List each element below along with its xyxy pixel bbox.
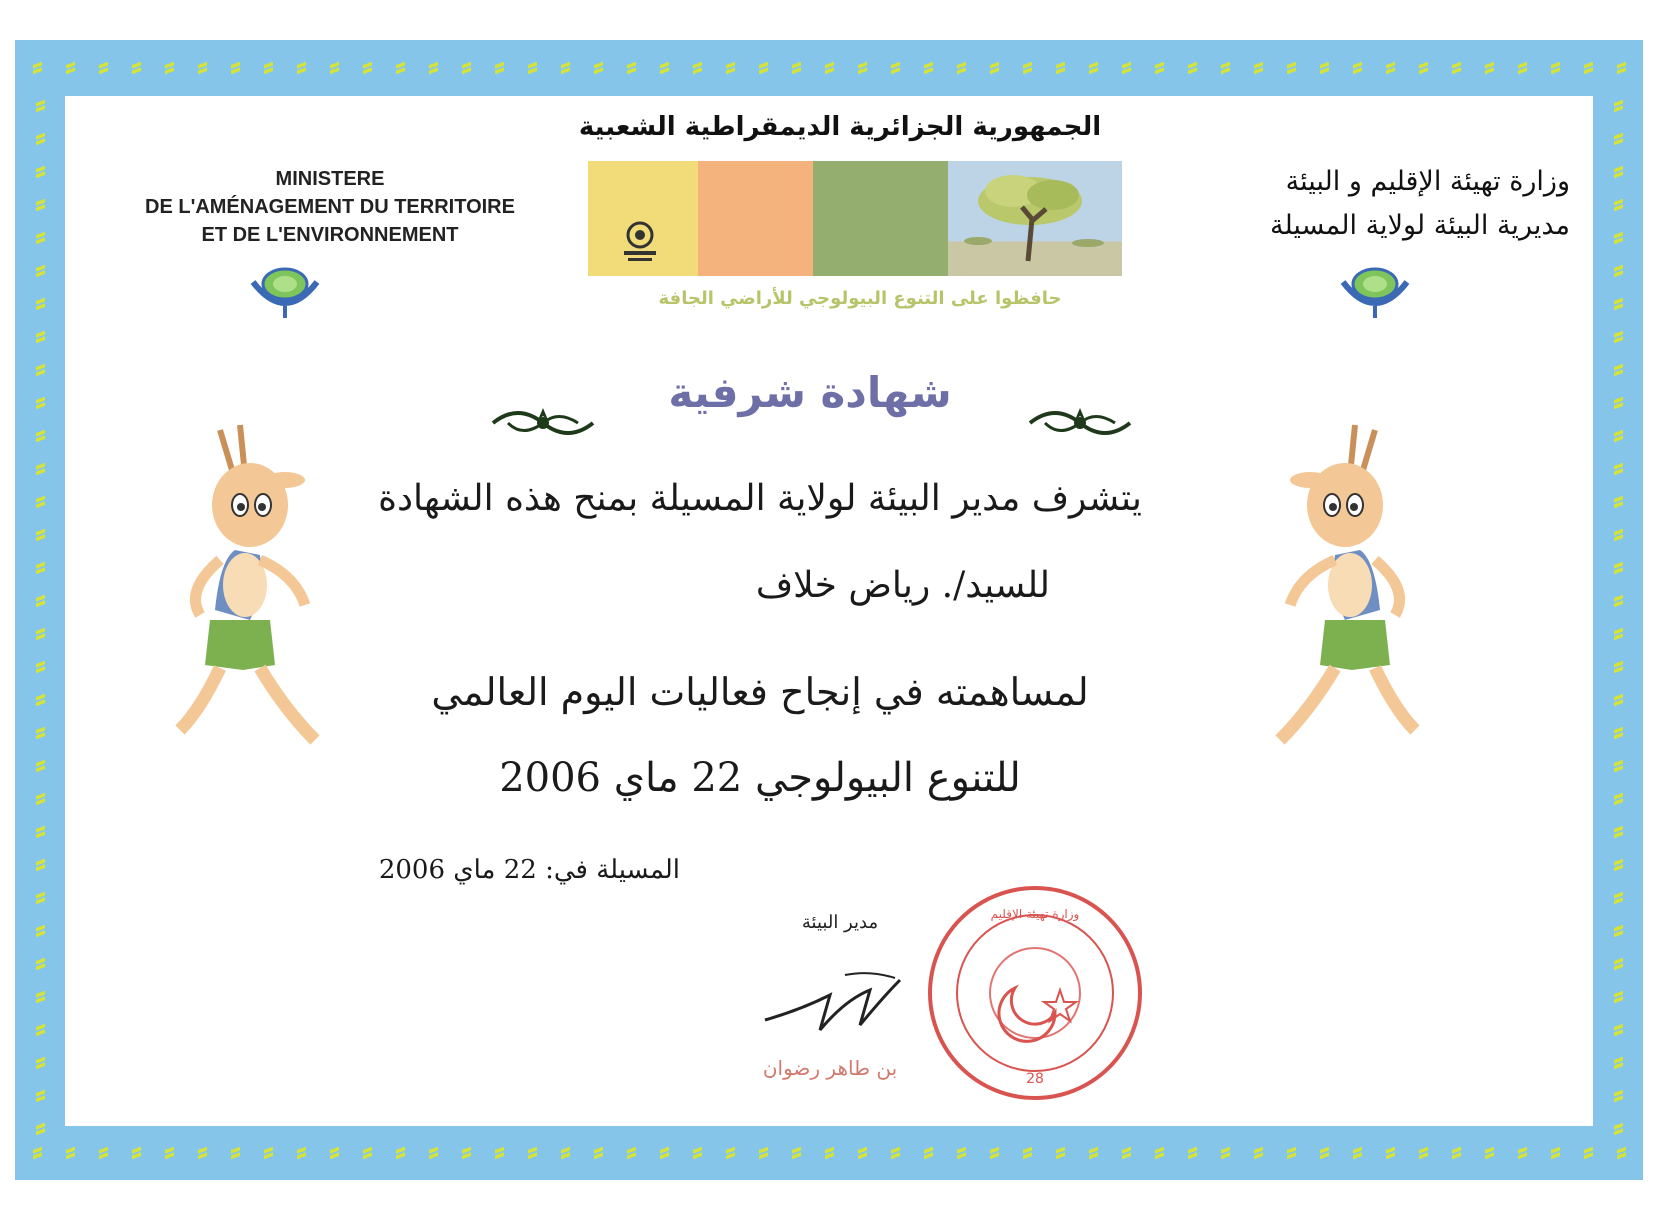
border-tile: [921, 57, 935, 79]
border-tile: [33, 656, 47, 678]
border-tile: [954, 1142, 968, 1164]
border-tile: [657, 1142, 671, 1164]
border-tile: [33, 722, 47, 744]
border-tile: [1482, 57, 1496, 79]
border-tile: [1611, 656, 1625, 678]
border-tile: [1251, 57, 1265, 79]
border-tile: [1317, 57, 1331, 79]
border-tile: [1611, 953, 1625, 975]
border-tile: [393, 1142, 407, 1164]
border-tile: [1611, 227, 1625, 249]
border-tile: [1611, 326, 1625, 348]
border-tile: [1416, 1142, 1430, 1164]
border-tile: [789, 1142, 803, 1164]
border-tile: [294, 1142, 308, 1164]
border-tile: [1581, 57, 1595, 79]
banner-tree-photo: [948, 161, 1122, 276]
border-tile: [129, 57, 143, 79]
border-tile: [1053, 1142, 1067, 1164]
border-tile: [33, 359, 47, 381]
border-tile: [1251, 1142, 1265, 1164]
border-tile: [129, 1142, 143, 1164]
border-tile: [954, 57, 968, 79]
border-tile: [1611, 821, 1625, 843]
border-tile: [33, 623, 47, 645]
certificate-line-1: يتشرف مدير البيئة لولاية المسيلة بمنح هذه الشهادة: [378, 478, 1142, 519]
border-tile: [1611, 986, 1625, 1008]
border-tile: [96, 57, 110, 79]
border-tile: [1515, 1142, 1529, 1164]
border-tile: [525, 57, 539, 79]
border-tile: [33, 161, 47, 183]
border-tile: [888, 57, 902, 79]
border-tile: [888, 1142, 902, 1164]
ministry-ar-line: وزارة تهيئة الإقليم و البيئة: [1285, 166, 1570, 197]
border-tile: [921, 1142, 935, 1164]
border-tile: [33, 326, 47, 348]
border-tile: [162, 1142, 176, 1164]
border-tile: [195, 57, 209, 79]
border-tile: [1611, 95, 1625, 117]
border-tile: [1611, 458, 1625, 480]
ministry-fr-line: MINISTERE: [275, 168, 385, 190]
border-tile: [33, 986, 47, 1008]
border-tile: [1611, 920, 1625, 942]
republic-heading: الجمهورية الجزائرية الديمقراطية الشعبية: [578, 112, 1102, 142]
border-tile: [822, 57, 836, 79]
border-tile: [33, 854, 47, 876]
ministry-french: [110, 165, 550, 249]
left-ornament: [488, 398, 598, 448]
ministry-fr-line: DE L'AMÉNAGEMENT DU TERRITOIRE: [145, 196, 515, 218]
svg-text:28: 28: [1026, 1071, 1044, 1087]
border-tile: [33, 227, 47, 249]
border-tile: [624, 1142, 638, 1164]
border-tile: [33, 425, 47, 447]
border-tile: [426, 1142, 440, 1164]
border-tile: [855, 1142, 869, 1164]
border-tile: [1218, 1142, 1232, 1164]
border-tile: [1611, 887, 1625, 909]
border-tile: [1350, 1142, 1364, 1164]
border-tile: [33, 590, 47, 612]
border-tile: [33, 491, 47, 513]
border-tile: [33, 293, 47, 315]
border-tile: [459, 57, 473, 79]
border-tile: [33, 689, 47, 711]
border-tile: [33, 1052, 47, 1074]
border-tile: [1317, 1142, 1331, 1164]
ministry-arabic: [1150, 160, 1570, 248]
border-tile: [1482, 1142, 1496, 1164]
border-tile: [591, 1142, 605, 1164]
border-tile: [195, 1142, 209, 1164]
border-tile: [228, 1142, 242, 1164]
border-tile: [1119, 57, 1133, 79]
border-tile: [1611, 260, 1625, 282]
border-tile: [1611, 128, 1625, 150]
ministry-ar-line: مديرية البيئة لولاية المسيلة: [1270, 210, 1570, 241]
border-tile: [1515, 57, 1529, 79]
border-tile: [33, 194, 47, 216]
border-tile: [1611, 194, 1625, 216]
border-tile: [657, 57, 671, 79]
border-tile: [1284, 1142, 1298, 1164]
certificate-line-4: للتنوع البيولوجي 22 ماي 2006: [499, 755, 1021, 801]
border-tile: [1350, 57, 1364, 79]
director-signature: [760, 950, 910, 1035]
border-tile: [33, 953, 47, 975]
border-tile: [33, 557, 47, 579]
border-tile: [723, 1142, 737, 1164]
certificate-title: شهادة شرفية: [668, 368, 952, 417]
border-tile: [33, 524, 47, 546]
border-tile: [1152, 57, 1166, 79]
border-tile: [1581, 1142, 1595, 1164]
border-tile: [1449, 1142, 1463, 1164]
border-tile: [1449, 57, 1463, 79]
border-tile: [987, 57, 1001, 79]
border-tile: [1611, 557, 1625, 579]
border-tile: [63, 57, 77, 79]
border-tile: [30, 57, 44, 79]
border-tile: [855, 57, 869, 79]
ministry-fr-line: ET DE L'ENVIRONNEMENT: [201, 224, 459, 246]
border-tile: [1086, 57, 1100, 79]
border-tile: [1611, 1052, 1625, 1074]
border-tile: [327, 1142, 341, 1164]
border-tile: [30, 1142, 44, 1164]
border-tile: [33, 887, 47, 909]
place-and-date: المسيلة في: 22 ماي 2006: [378, 855, 680, 885]
border-tile: [33, 260, 47, 282]
border-tile: [756, 1142, 770, 1164]
recipient-line: للسيد/. رياض خلاف: [755, 565, 1050, 606]
border-tile: [690, 57, 704, 79]
border-tile: [1185, 1142, 1199, 1164]
border-tile: [591, 57, 605, 79]
border-tile: [789, 57, 803, 79]
border-tile: [723, 57, 737, 79]
border-tile: [1611, 1085, 1625, 1107]
ministry-logo-right: [1335, 262, 1415, 322]
border-tile: [1611, 689, 1625, 711]
border-tile: [33, 458, 47, 480]
border-tile: [33, 1085, 47, 1107]
border-tile: [1611, 1019, 1625, 1041]
border-tile: [162, 57, 176, 79]
border-tile: [33, 920, 47, 942]
border-tile: [63, 1142, 77, 1164]
border-tile: [1611, 392, 1625, 414]
border-tile: [1119, 1142, 1133, 1164]
border-tile: [1611, 491, 1625, 513]
border-tile: [1086, 1142, 1100, 1164]
border-tile: [1614, 57, 1628, 79]
border-tile: [426, 57, 440, 79]
border-tile: [33, 821, 47, 843]
border-tile: [393, 57, 407, 79]
border-tile: [624, 57, 638, 79]
director-name: بن طاهر رضوان: [762, 1056, 898, 1080]
svg-text:وزارة تهيئة الإقليم: وزارة تهيئة الإقليم: [990, 907, 1080, 921]
border-tile: [1611, 293, 1625, 315]
border-tile: [492, 1142, 506, 1164]
slogan: حافظوا على التنوع البيولوجي للأراضي الجافة: [658, 288, 1062, 309]
border-tile: [1611, 788, 1625, 810]
border-tile: [1020, 1142, 1034, 1164]
border-tile: [1611, 1118, 1625, 1140]
border-tile: [525, 1142, 539, 1164]
banner-orange-panel: [698, 161, 813, 276]
border-tile: [33, 1019, 47, 1041]
border-tile: [33, 392, 47, 414]
border-tile: [1611, 854, 1625, 876]
border-tile: [1152, 1142, 1166, 1164]
official-stamp: [920, 878, 1150, 1108]
border-tile: [1611, 161, 1625, 183]
border-tile: [1416, 57, 1430, 79]
gazelle-mascot-right: [1265, 410, 1430, 770]
border-tile: [1020, 57, 1034, 79]
border-tile: [1611, 359, 1625, 381]
certificate-line-3: لمساهمته في إنجاح فعاليات اليوم العالمي: [431, 670, 1089, 714]
acacia-tree-image: [948, 161, 1122, 276]
border-tile: [756, 57, 770, 79]
border-tile: [261, 57, 275, 79]
border-tile: [558, 57, 572, 79]
director-title: مدير البيئة: [801, 912, 879, 933]
border-tile: [294, 57, 308, 79]
banner-yellow-panel: [588, 161, 698, 276]
border-tile: [1383, 1142, 1397, 1164]
border-tile: [1185, 57, 1199, 79]
border-tile: [360, 57, 374, 79]
border-tile: [987, 1142, 1001, 1164]
border-tile: [1611, 755, 1625, 777]
border-tile: [1611, 623, 1625, 645]
border-tile: [360, 1142, 374, 1164]
border-tile: [33, 788, 47, 810]
border-tile: [261, 1142, 275, 1164]
border-tile: [1548, 57, 1562, 79]
border-tile: [33, 1118, 47, 1140]
un-environment-logo: [610, 217, 670, 267]
border-tile: [1611, 590, 1625, 612]
border-tile: [1614, 1142, 1628, 1164]
border-tile: [822, 1142, 836, 1164]
border-tile: [459, 1142, 473, 1164]
border-tile: [33, 755, 47, 777]
border-tile: [1611, 425, 1625, 447]
border-tile: [1053, 57, 1067, 79]
border-tile: [33, 128, 47, 150]
border-tile: [33, 95, 47, 117]
border-tile: [1284, 57, 1298, 79]
border-tile: [1611, 524, 1625, 546]
border-tile: [1548, 1142, 1562, 1164]
border-tile: [690, 1142, 704, 1164]
border-tile: [327, 57, 341, 79]
border-tile: [96, 1142, 110, 1164]
border-tile: [492, 57, 506, 79]
banner-green-panel: [813, 161, 948, 276]
border-tile: [1383, 57, 1397, 79]
border-tile: [558, 1142, 572, 1164]
ministry-logo-left: [245, 262, 325, 322]
right-ornament: [1025, 398, 1135, 448]
biodiversity-banner: [588, 161, 1122, 276]
border-tile: [1218, 57, 1232, 79]
border-tile: [228, 57, 242, 79]
border-tile: [1611, 722, 1625, 744]
